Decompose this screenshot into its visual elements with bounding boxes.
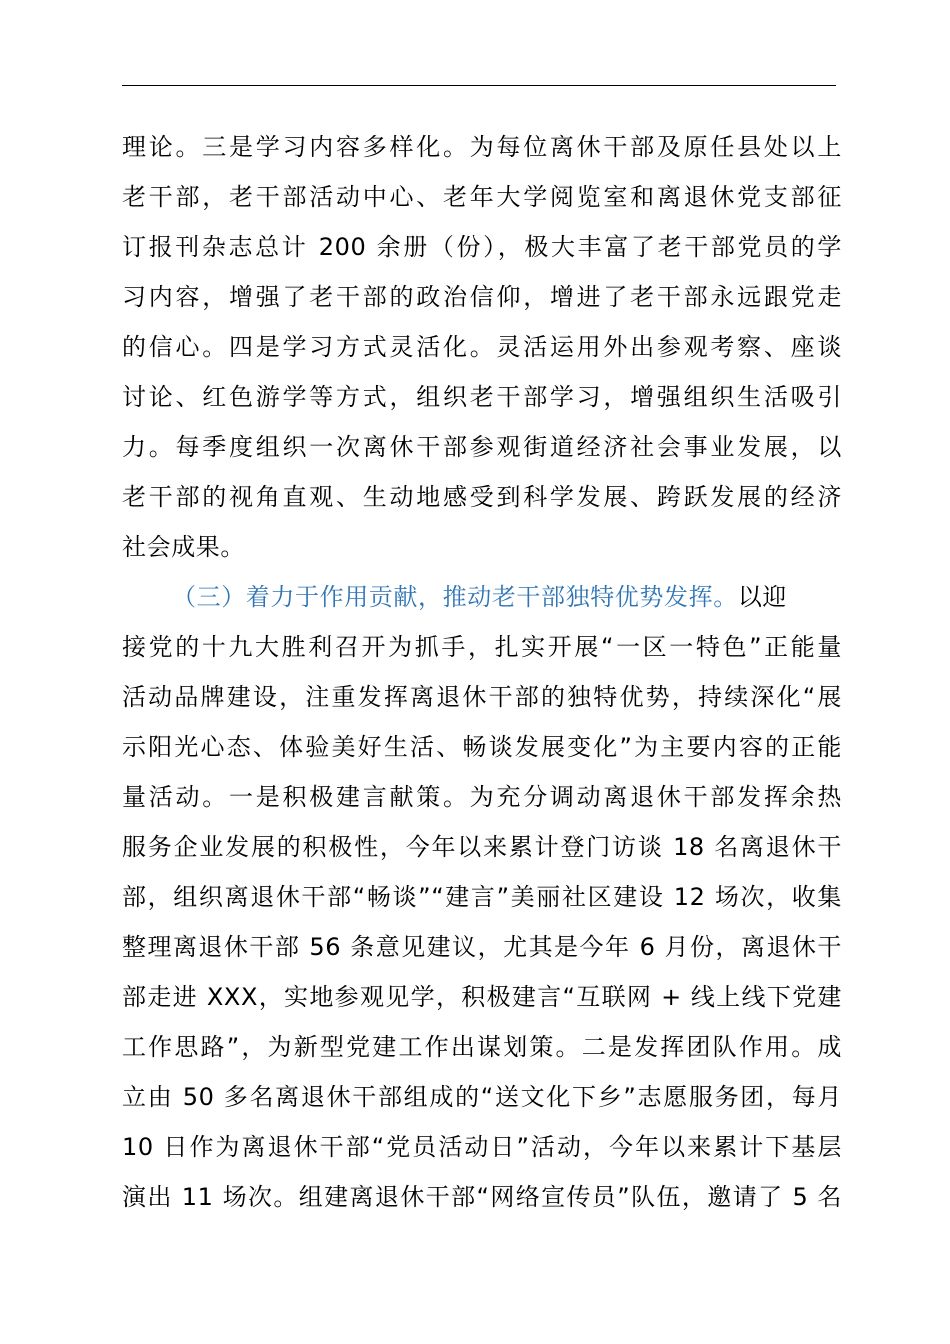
text-line: 社会成果。 <box>122 533 245 561</box>
text-line: 力。每季度组织一次离休干部参观街道经济社会事业发展，以 <box>122 433 842 461</box>
text-line: 的信心。四是学习方式灵活化。灵活运用外出参观考察、座谈 <box>122 333 842 361</box>
section-heading-tail: 以迎 <box>737 583 788 611</box>
section-heading: （三）着力于作用贡献，推动老干部独特优势发挥。 <box>172 583 738 611</box>
text-line: 老干部，老干部活动中心、老年大学阅览室和离退休党支部征 <box>122 183 842 211</box>
text-line: 老干部的视角直观、生动地感受到科学发展、跨跃发展的经济 <box>122 483 842 511</box>
text-line: 接党的十九大胜利召开为抓手，扎实开展“一区一特色”正能量 <box>122 633 842 661</box>
section-heading-line <box>122 572 842 622</box>
text-line: 工作思路”，为新型党建工作出谋划策。二是发挥团队作用。成 <box>122 1033 842 1061</box>
text-line: 部，组织离退休干部“畅谈”“建言”美丽社区建设 12 场次，收集 <box>122 883 842 911</box>
text-line: 演出 11 场次。组建离退休干部“网络宣传员”队伍，邀请了 5 名 <box>122 1183 842 1211</box>
text-line: 服务企业发展的积极性，今年以来累计登门访谈 18 名离退休干 <box>122 833 842 861</box>
text-line: 立由 50 多名离退休干部组成的“送文化下乡”志愿服务团，每月 <box>122 1083 842 1111</box>
text-line: 活动品牌建设，注重发挥离退休干部的独特优势，持续深化“展 <box>122 683 842 711</box>
header-rule <box>122 85 836 86</box>
text-line: 量活动。一是积极建言献策。为充分调动离退休干部发挥余热 <box>122 783 842 811</box>
text-line: 讨论、红色游学等方式，组织老干部学习，增强组织生活吸引 <box>122 383 842 411</box>
text-line: 部走进 XXX，实地参观见学，积极建言“互联网 + 线上线下党建 <box>122 983 842 1011</box>
text-line: 理论。三是学习内容多样化。为每位离休干部及原任县处以上 <box>122 133 842 161</box>
text-line: 习内容，增强了老干部的政治信仰，增进了老干部永远跟党走 <box>122 283 842 311</box>
text-line: 10 日作为离退休干部“党员活动日”活动，今年以来累计下基层 <box>122 1133 842 1161</box>
body-text <box>122 122 842 1222</box>
text-line: 示阳光心态、体验美好生活、畅谈发展变化”为主要内容的正能 <box>122 733 842 761</box>
text-line: 整理离退休干部 56 条意见建议，尤其是今年 6 月份，离退休干 <box>122 933 842 961</box>
text-line: 订报刊杂志总计 200 余册（份），极大丰富了老干部党员的学 <box>122 233 842 261</box>
